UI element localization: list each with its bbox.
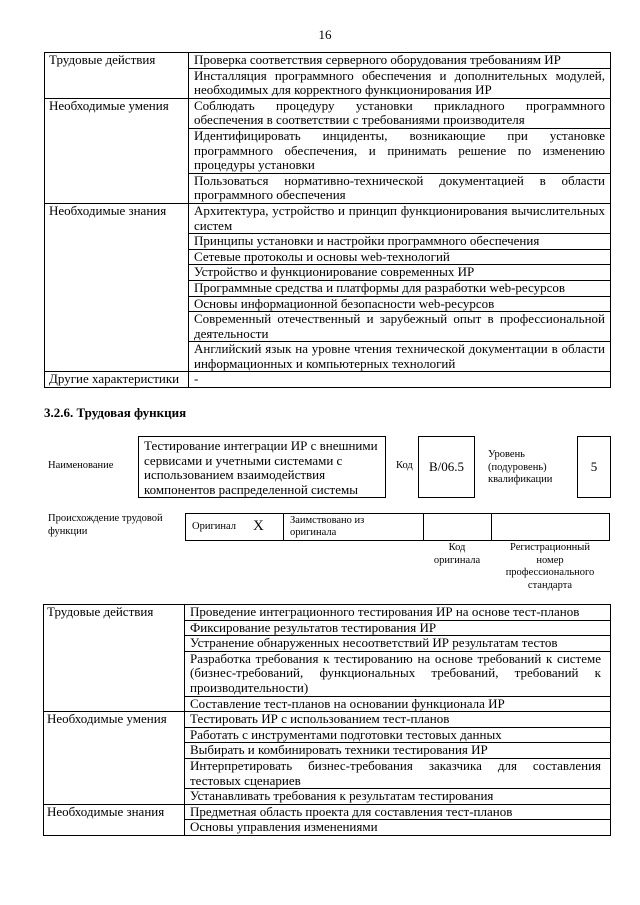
registration-number-cell: [492, 514, 609, 540]
required-knowledge-item: Архитектура, устройство и принцип функционирования вычислительных систем: [194, 202, 605, 233]
required-knowledge-item: Принципы установки и настройки программного обеспечения: [194, 233, 540, 249]
labor-action-item: Проверка соответствия серверного оборудования требованиям ИР: [194, 52, 561, 67]
table-row: [44, 605, 611, 621]
section-label-other-characteristics: Другие характеристики: [45, 372, 189, 388]
required-knowledge-item: Основы информационной безопасности web-ресурсов: [194, 295, 495, 311]
borrowed-label: Заимствовано из оригинала: [290, 515, 365, 538]
function-name-box: [138, 436, 386, 498]
qualification-level-box: [577, 436, 611, 498]
page-number: 16: [318, 27, 332, 42]
required-skill-cell: [185, 743, 611, 759]
table-row: [45, 53, 611, 69]
labor-action-cell: [189, 53, 611, 69]
required-knowledge-cell: [189, 280, 611, 296]
other-characteristics-item: -: [194, 371, 199, 387]
qualification-level-value: 5: [590, 459, 598, 474]
labor-action-cell: [185, 620, 611, 636]
labor-action-cell: [185, 605, 611, 621]
origin-code-cell: [424, 514, 492, 540]
required-knowledge-item: Английский язык на уровне чтения технической документации в области информационных и компьютерных технологий: [194, 341, 605, 371]
function-name-value: Тестирование интеграции ИР с внешними сервисами и учетными системами с использованием взаимодействия компонентов распределенной системы: [144, 438, 378, 497]
original-mark: X: [253, 518, 264, 534]
borrowed-cell: [284, 514, 424, 540]
required-knowledge-cell: [189, 265, 611, 281]
required-skill-item: Идентифицировать инциденты, возникающие при установке программного обеспечения, и принимать решение по изменению процедуры установки: [194, 127, 605, 173]
required-skill-cell: [185, 758, 611, 788]
required-knowledge-item: Основы управления изменениями: [190, 819, 378, 835]
code-label: Код: [396, 460, 413, 471]
labor-action-cell: [185, 696, 611, 712]
original-cell: [186, 514, 284, 540]
required-knowledge-cell: [185, 804, 611, 820]
required-knowledge-item: Современный отечественный и зарубежный опыт в профессиональной деятельности: [194, 311, 605, 341]
section-label-labor-actions: Трудовые действия: [45, 53, 189, 99]
name-label: Наименование: [48, 460, 114, 471]
section-label-labor-actions: Трудовые действия: [44, 605, 185, 712]
section-label-required-knowledge: Необходимые знания: [44, 804, 185, 835]
required-skill-item: Соблюдать процедуру установки прикладного программного обеспечения в соответствии с требованиями производителя: [194, 97, 605, 128]
required-skill-cell: [189, 98, 611, 128]
registration-number-caption: Регистрационный номер профессионального стандарта: [505, 542, 595, 591]
required-skill-cell: [185, 789, 611, 805]
original-label: Оригинал: [192, 521, 236, 532]
required-knowledge-item: Предметная область проекта для составления тест-планов: [190, 803, 513, 819]
required-skill-item: Тестировать ИР с использованием тест-планов: [190, 711, 450, 727]
required-knowledge-item: Устройство и функционирование современных ИР: [194, 264, 475, 280]
required-knowledge-cell: [189, 249, 611, 265]
labor-action-item: Инсталляция программного обеспечения и дополнительных модулей, необходимых для корректного функционирования ИР: [194, 67, 605, 98]
labor-action-cell: [185, 636, 611, 652]
required-knowledge-item: Программные средства и платформы для разработки web-ресурсов: [194, 279, 566, 295]
origin-code-caption: Код оригинала: [433, 542, 481, 566]
required-skill-cell: [185, 712, 611, 728]
code-box: [418, 436, 475, 498]
labor-action-cell: [189, 68, 611, 98]
labor-function-table-3-2-6: [43, 604, 611, 836]
table-row: [44, 804, 611, 820]
labor-action-item: Устранение обнаруженных несоответствий ИР результатам тестов: [190, 635, 558, 651]
required-knowledge-cell: [189, 296, 611, 312]
origin-label: Происхождение трудовой функции: [48, 513, 163, 537]
required-skill-item: Устанавливать требования к результатам тестирования: [190, 788, 494, 804]
labor-action-item: Проведение интеграционного тестирования ИР на основе тест-планов: [190, 604, 580, 619]
table-row: [45, 372, 611, 388]
code-value: В/06.5: [428, 459, 465, 474]
required-knowledge-cell: [189, 203, 611, 233]
required-skill-item: Работать с инструментами подготовки тестовых данных: [190, 726, 502, 742]
section-heading: 3.2.6. Трудовая функция: [44, 405, 187, 420]
section-label-required-knowledge: Необходимые знания: [45, 203, 189, 372]
required-knowledge-cell: [189, 234, 611, 250]
required-knowledge-cell: [185, 820, 611, 836]
required-skill-cell: [189, 173, 611, 203]
origin-row: [185, 513, 610, 541]
required-knowledge-cell: [189, 342, 611, 372]
labor-action-cell: [185, 651, 611, 696]
labor-action-item: Фиксирование результатов тестирования ИР: [190, 619, 437, 635]
qualification-level-label: Уровень (подуровень) квалификации: [488, 449, 553, 485]
section-label-required-skills: Необходимые умения: [45, 98, 189, 203]
labor-action-item: Составление тест-планов на основании функционала ИР: [190, 695, 505, 711]
table-row: [45, 98, 611, 128]
table-row: [44, 712, 611, 728]
required-skill-item: Пользоваться нормативно-технической документацией в области программного обеспечения: [194, 172, 605, 203]
required-skill-cell: [189, 128, 611, 173]
required-skill-item: Выбирать и комбинировать техники тестирования ИР: [190, 742, 488, 758]
other-characteristics-cell: [189, 372, 611, 388]
labor-function-table-previous: [44, 52, 611, 388]
table-row: [45, 203, 611, 233]
required-skill-cell: [185, 727, 611, 743]
required-knowledge-item: Сетевые протоколы и основы web-технологий: [194, 248, 450, 264]
required-skill-item: Интерпретировать бизнес-требования заказчика для составления тестовых сценариев: [190, 757, 601, 788]
required-knowledge-cell: [189, 312, 611, 342]
labor-action-item: Разработка требования к тестированию на основе требований к системе (бизнес-требований, функциональных требований, требований к производительности): [190, 650, 601, 695]
section-label-required-skills: Необходимые умения: [44, 712, 185, 805]
